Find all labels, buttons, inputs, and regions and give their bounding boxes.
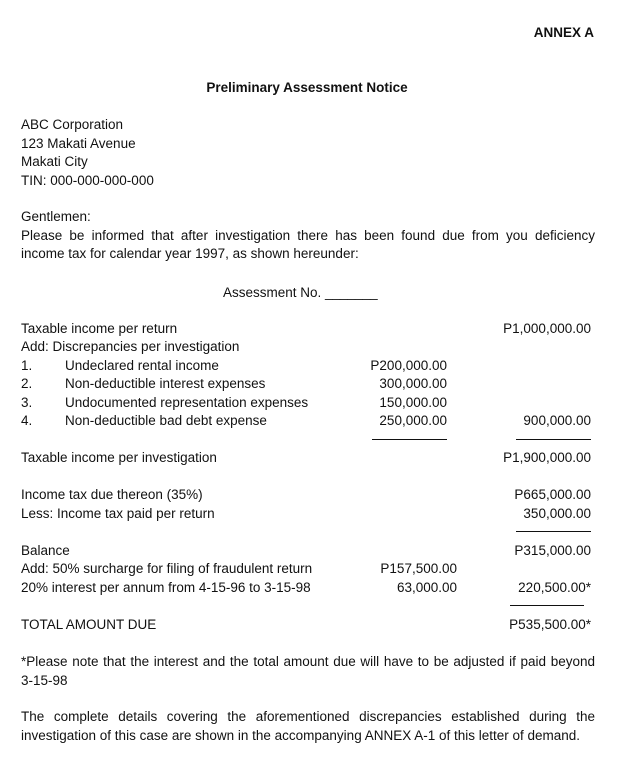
table-row <box>21 320 591 339</box>
table-row <box>21 542 591 561</box>
income-tax-due-label: Income tax due thereon (35%) <box>21 487 203 502</box>
address-line-city: Makati City <box>21 154 88 169</box>
add-discrepancies-label: Add: Discrepancies per investigation <box>21 339 240 354</box>
interest-amount: 63,000.00 <box>396 580 457 595</box>
surcharge-label: Add: 50% surcharge for filing of fraudulent return <box>21 561 313 576</box>
item-number: 2. <box>21 376 33 391</box>
total-due-label: TOTAL AMOUNT DUE <box>21 617 157 632</box>
item-amount: 300,000.00 <box>379 376 447 391</box>
address-block <box>21 116 154 190</box>
item-label: Undocumented representation expenses <box>65 395 309 410</box>
interest-label: 20% interest per annum from 4-15-96 to 3-15-98 <box>21 580 311 595</box>
table-row <box>21 357 591 376</box>
subtotal-rule <box>372 439 447 440</box>
subtotal-rule <box>510 605 584 606</box>
total-due-amount: P535,500.00* <box>509 617 591 632</box>
salutation: Gentlemen: <box>21 209 91 224</box>
less-tax-paid-total: 350,000.00 <box>523 506 591 521</box>
item-amount: P200,000.00 <box>370 358 447 373</box>
item-label: Non-deductible bad debt expense <box>65 413 267 428</box>
table-row <box>21 616 591 635</box>
taxable-per-return-label: Taxable income per return <box>21 321 178 336</box>
address-line-street: 123 Makati Avenue <box>21 135 136 151</box>
table-row <box>21 449 591 468</box>
assessment-number: Assessment No. _______ <box>223 285 378 300</box>
taxable-per-return-total: P1,000,000.00 <box>503 321 591 336</box>
adjustment-note: *Please note that the interest and the total amount due will have to be adjusted if paid beyond 3-15-98 <box>21 654 595 688</box>
item-amount: 150,000.00 <box>379 395 447 410</box>
table-row <box>21 560 591 579</box>
table-row <box>21 412 591 431</box>
subtotal-rule <box>516 439 591 440</box>
item-number: 4. <box>21 413 33 428</box>
address-line-company: ABC Corporation <box>21 117 124 132</box>
less-tax-paid-label: Less: Income tax paid per return <box>21 506 215 521</box>
assessment-number-row <box>21 284 591 303</box>
item-number: 1. <box>21 358 33 373</box>
item-number: 3. <box>21 395 33 410</box>
item-label: Undeclared rental income <box>65 358 219 373</box>
taxable-per-investigation-total: P1,900,000.00 <box>503 450 591 465</box>
surcharge-amount: P157,500.00 <box>380 561 457 576</box>
item-label: Non-deductible interest expenses <box>65 376 266 391</box>
table-row <box>21 579 591 598</box>
interest-total: 220,500.00* <box>518 580 591 595</box>
taxable-per-investigation-label: Taxable income per investigation <box>21 450 217 465</box>
table-row <box>21 338 591 357</box>
annex-label: ANNEX A <box>533 25 594 40</box>
address-line-tin: TIN: 000-000-000-000 <box>21 172 154 188</box>
balance-label: Balance <box>21 543 70 558</box>
closing-paragraph: The complete details covering the aforementioned discrepancies established during the investigation of this case are shown in the accompanying ANNEX A-1 of this letter of demand. <box>21 709 595 743</box>
table-row <box>21 394 591 413</box>
balance-total: P315,000.00 <box>514 543 591 558</box>
subtotal-rule <box>516 531 591 532</box>
table-row <box>21 375 591 394</box>
table-row <box>21 486 591 505</box>
page-title: Preliminary Assessment Notice <box>206 80 408 95</box>
item-amount: 250,000.00 <box>379 413 447 428</box>
letter-intro <box>21 208 595 264</box>
intro-paragraph: Please be informed that after investigation there has been found due from you deficiency income tax for calendar year 1997, as shown hereunder: <box>21 227 595 261</box>
income-tax-due-total: P665,000.00 <box>514 487 591 502</box>
table-row <box>21 505 591 524</box>
item-total: 900,000.00 <box>523 413 591 428</box>
